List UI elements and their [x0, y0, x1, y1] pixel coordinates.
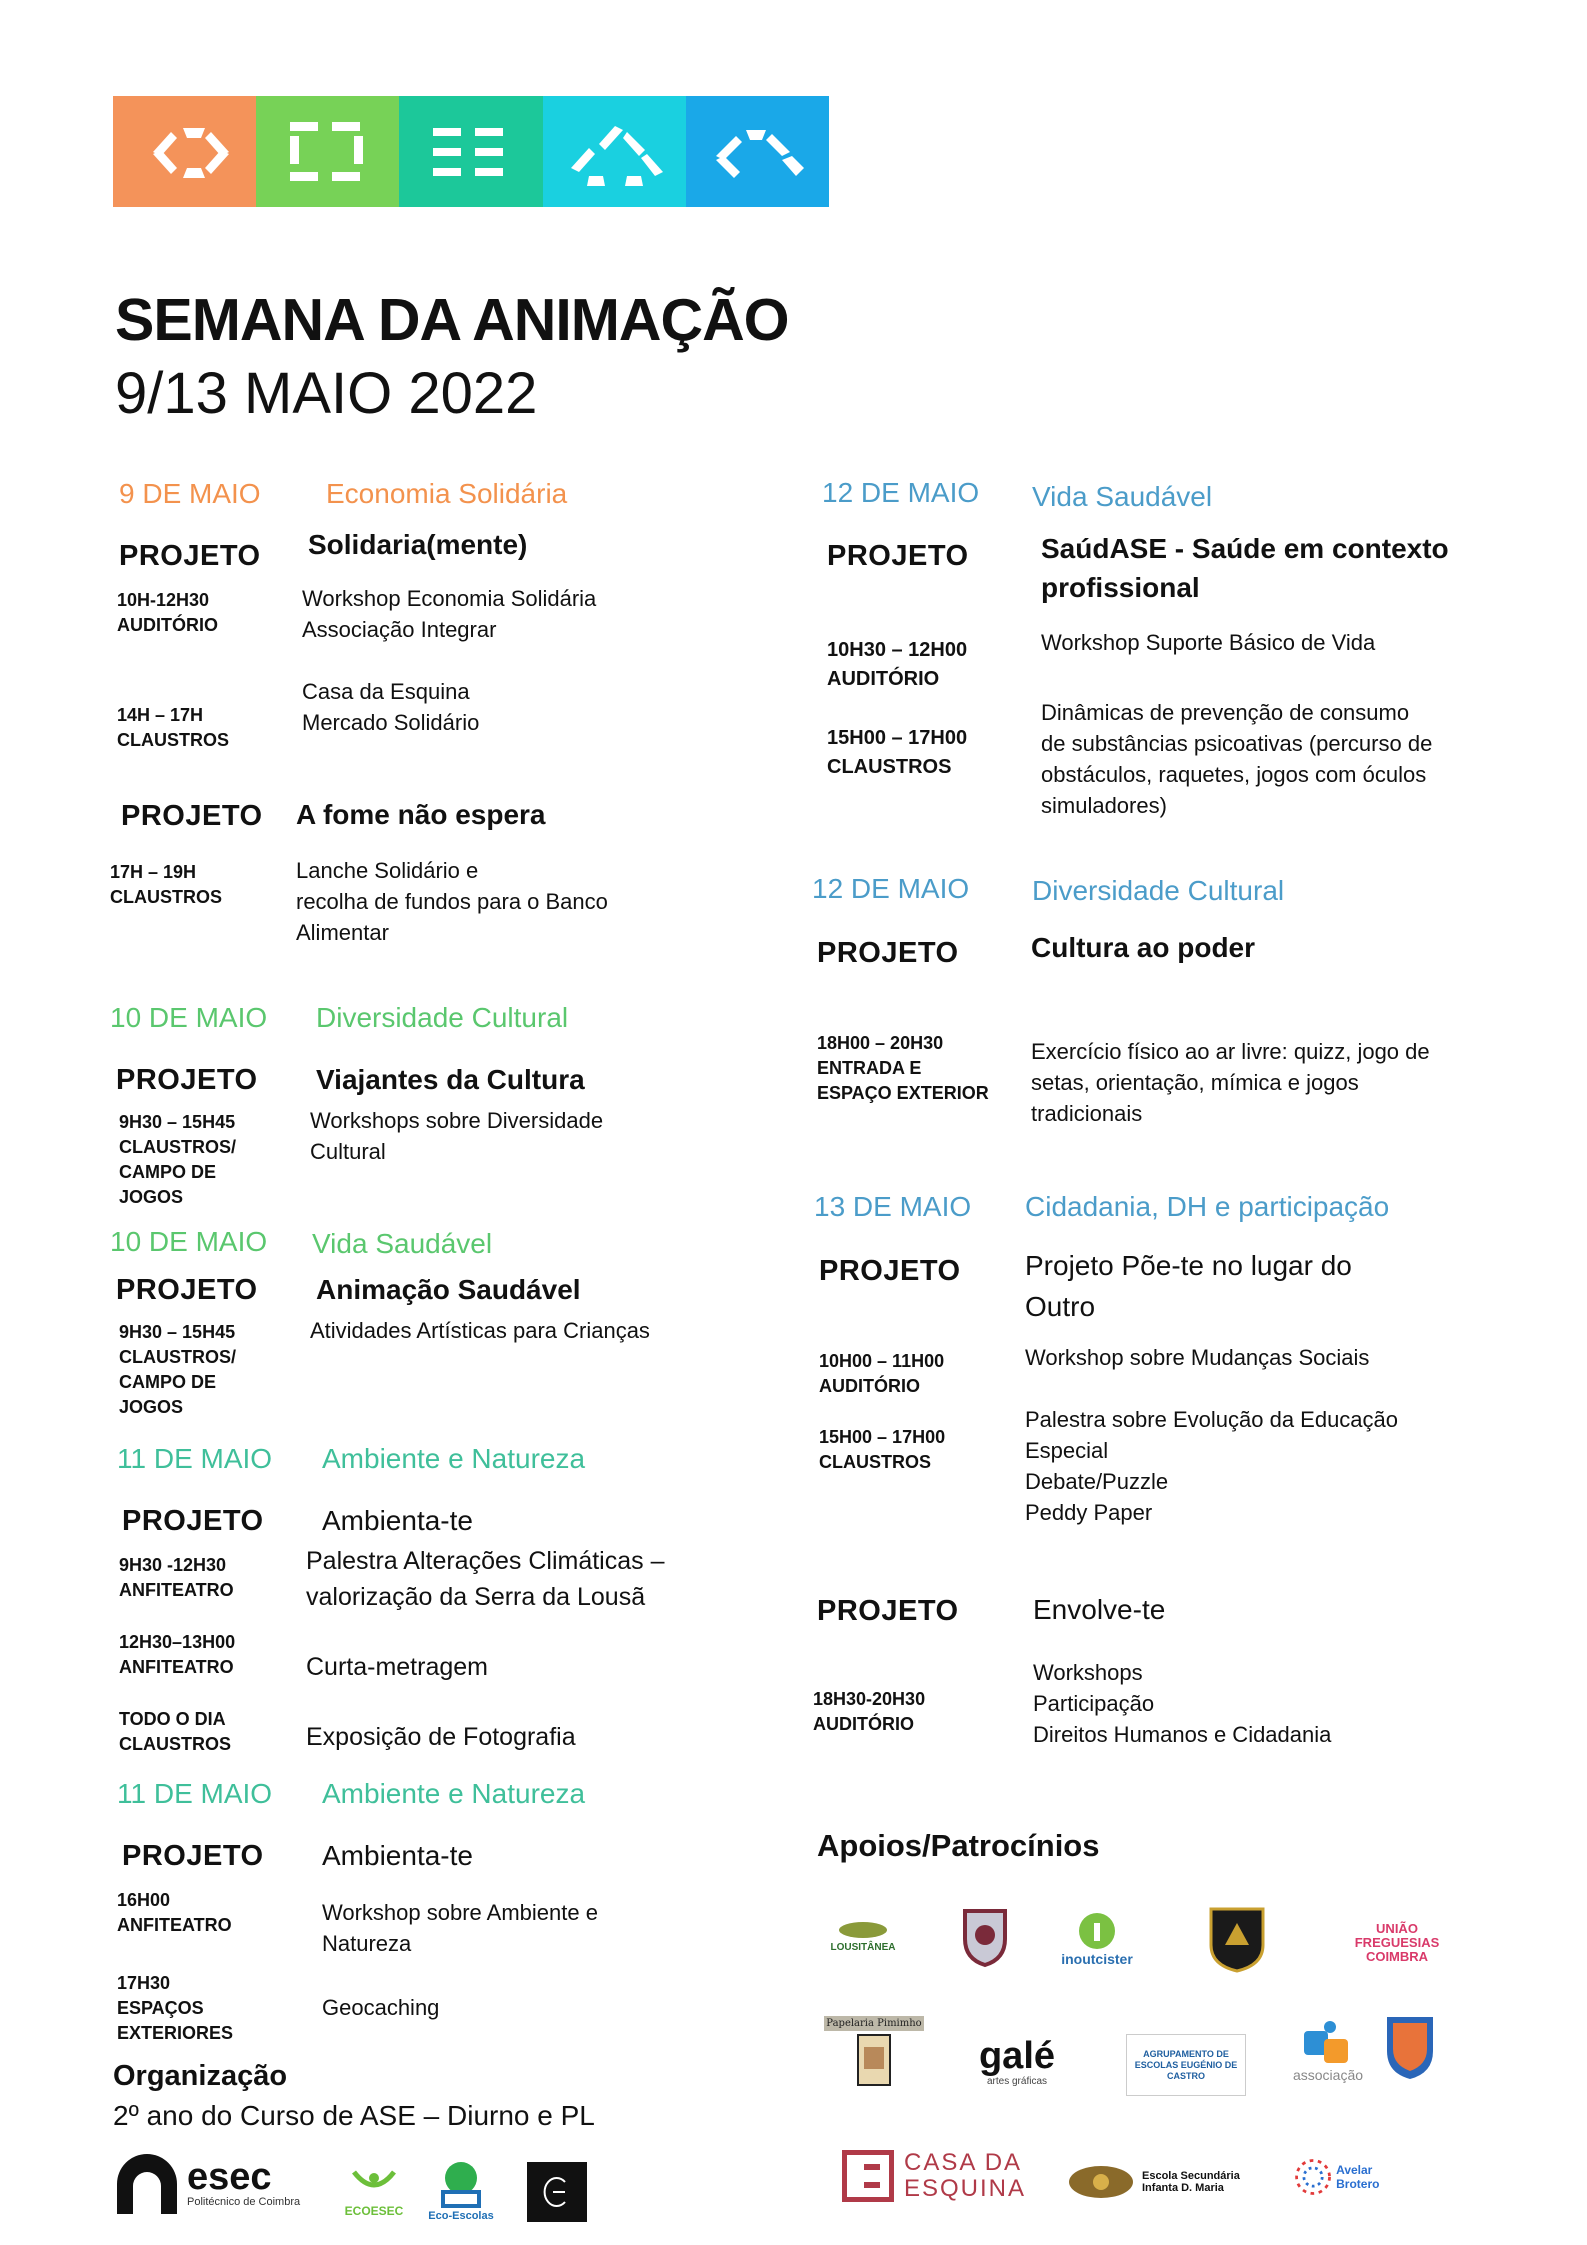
agrupamento-logo-text: AGRUPAMENTO DE ESCOLAS EUGÉNIO DE CASTRO — [1134, 2048, 1238, 2081]
badge-logo — [1206, 1904, 1268, 1974]
slot-description: Workshop sobre Mudanças Sociais — [1025, 1345, 1370, 1370]
slot-description: Casa da Esquina Mercado Solidário — [302, 679, 480, 735]
esec-logo-subtext: Politécnico de Coimbra — [187, 2196, 301, 2208]
slot-description: Workshop Suporte Básico de Vida — [1041, 630, 1376, 655]
theme-economia-solidaria: Economia Solidária — [326, 478, 568, 509]
badge-shield-icon — [1207, 1905, 1267, 1973]
casa-esquina-logo — [842, 2146, 1032, 2206]
time-slot: 16H00 ANFITEATRO — [117, 1890, 232, 1935]
e-logo — [527, 2162, 587, 2222]
school-shield-icon — [1385, 2015, 1435, 2081]
theme-ambiente-natureza: Ambiente e Natureza — [322, 1443, 586, 1474]
uniao-freguesias-logo — [1332, 1920, 1462, 1966]
gale-logo — [952, 2028, 1082, 2094]
time-slot: 14H – 17H CLAUSTROS — [117, 705, 229, 750]
time-slot: 15H00 – 17H00 CLAUSTROS — [819, 1427, 946, 1472]
time-slot: 9H30 – 15H45 CLAUSTROS/ CAMPO DE JOGOS — [119, 1112, 236, 1207]
project-label: PROJETO — [121, 800, 263, 832]
project-label: PROJETO — [116, 1064, 258, 1096]
date-11-maio: 11 DE MAIO — [117, 1778, 273, 1809]
crest-shield-icon — [959, 1905, 1011, 1969]
project-name-solidariamente: Solidaria(mente) — [308, 529, 528, 560]
casa-esquina-icon — [842, 2150, 894, 2202]
infanta-maria-logo — [1066, 2156, 1256, 2208]
date-10-maio: 10 DE MAIO — [110, 1226, 268, 1257]
slot-description: Atividades Artísticas para Crianças — [310, 1318, 650, 1343]
time-slot: 10H00 – 11H00 AUDITÓRIO — [819, 1351, 945, 1396]
project-label: PROJETO — [122, 1840, 264, 1872]
slot-description: Workshop Economia Solidária Associação Integrar — [302, 586, 597, 642]
time-slot: 10H-12H30 AUDITÓRIO — [117, 590, 218, 635]
banner-tile-blue — [686, 96, 829, 207]
chevron-shape-icon — [686, 96, 829, 207]
project-name-saudase: SaúdASE - Saúde em contexto profissional — [1041, 533, 1449, 603]
crest-logo — [956, 1902, 1014, 1972]
project-name-envolve-te: Envolve-te — [1033, 1594, 1166, 1625]
time-slot: 15H00 – 17H00 CLAUSTROS — [827, 727, 968, 778]
project-label: PROJETO — [819, 1255, 961, 1287]
esec-arch-icon — [113, 2152, 181, 2214]
organization-title: Organização — [113, 2060, 288, 2092]
time-slot: 18H00 – 20H30 ENTRADA E ESPAÇO EXTERIOR — [817, 1033, 989, 1103]
project-name-ambienta-te: Ambienta-te — [322, 1840, 473, 1871]
slot-description: Workshop sobre Ambiente e Natureza — [322, 1900, 598, 1956]
date-9-maio: 9 DE MAIO — [119, 478, 261, 509]
project-label: PROJETO — [827, 540, 969, 572]
eco-escolas-tree-icon — [435, 2158, 487, 2210]
agrupamento-logo — [1126, 2034, 1246, 2096]
slot-description: Exposição de Fotografia — [306, 1723, 576, 1751]
project-label: PROJETO — [817, 937, 959, 969]
time-slot: 9H30 – 15H45 CLAUSTROS/ CAMPO DE JOGOS — [119, 1322, 236, 1417]
header-banner — [113, 96, 829, 207]
inoutcister-circle-icon — [1077, 1911, 1117, 1951]
time-slot: 12H30–13H00 ANFITEATRO — [119, 1632, 236, 1677]
banner-tile-green — [256, 96, 399, 207]
ecoesec-logo — [338, 2160, 410, 2226]
banner-tile-cyan — [543, 96, 686, 207]
papelaria-pen-icon — [854, 2031, 894, 2089]
slot-description: Curta-metragem — [306, 1653, 488, 1681]
theme-vida-saudavel: Vida Saudável — [312, 1228, 493, 1259]
gale-logo-subtext: artes gráficas — [986, 2075, 1048, 2087]
slot-description: Workshops sobre Diversidade Cultural — [310, 1108, 604, 1164]
date-10-maio: 10 DE MAIO — [110, 1002, 268, 1033]
lousitanea-logo — [820, 1910, 906, 1960]
inoutcister-logo — [1052, 1906, 1142, 1972]
shield-blue-logo — [1384, 2014, 1436, 2082]
inoutcister-logo-text: inoutcister — [1061, 1951, 1133, 1967]
project-label: PROJETO — [116, 1274, 258, 1306]
time-slot: 18H30-20H30 AUDITÓRIO — [813, 1689, 926, 1734]
bars-shape-icon — [399, 96, 542, 207]
time-slot: 10H30 – 12H00 AUDITÓRIO — [827, 639, 968, 690]
associacao-logo-text: associação — [1292, 2067, 1364, 2083]
avelar-brotero-logo — [1292, 2148, 1412, 2206]
esec-logo — [113, 2150, 313, 2216]
papelaria-logo — [824, 2016, 924, 2100]
project-name-animacao-saudavel: Animação Saudável — [316, 1274, 581, 1305]
diamond-shape-icon — [113, 96, 256, 207]
eco-escolas-logo-text: Eco-Escolas — [428, 2210, 494, 2222]
slot-description: Palestra Alterações Climáticas – valorização da Serra da Lousã — [306, 1547, 665, 1611]
associacao-logo — [1274, 2016, 1382, 2086]
infanta-logo-subtext: Infanta D. Maria — [1142, 2182, 1224, 2194]
date-13-maio: 13 DE MAIO — [814, 1191, 972, 1222]
project-name-cultura-ao-poder: Cultura ao poder — [1031, 932, 1256, 963]
avelar-logo-text: Avelar Brotero — [1336, 2163, 1380, 2191]
slot-description: Geocaching — [322, 1995, 440, 2020]
gale-logo-text: galé — [978, 2034, 1056, 2077]
theme-cidadania: Cidadania, DH e participação — [1025, 1191, 1390, 1222]
time-slot: 17H – 19H CLAUSTROS — [110, 862, 222, 907]
slot-description: Dinâmicas de prevenção de consumo de substâncias psicoativas (percurso de obstáculos, raquetes, jogos com óculos simuladores) — [1041, 700, 1433, 818]
theme-vida-saudavel: Vida Saudável — [1032, 481, 1213, 512]
project-label: PROJETO — [119, 540, 261, 572]
date-11-maio: 11 DE MAIO — [117, 1443, 273, 1474]
slot-description: Lanche Solidário e recolha de fundos para o Banco Alimentar — [296, 858, 608, 945]
slot-description: Palestra sobre Evolução da Educação Especial Debate/Puzzle Peddy Paper — [1025, 1407, 1399, 1525]
casa-esquina-logo-text: ESQUINA — [904, 2175, 1027, 2202]
lousitanea-leaf-icon — [833, 1918, 893, 1942]
associacao-shapes-icon — [1300, 2019, 1356, 2067]
project-name-fome: A fome não espera — [296, 799, 546, 830]
date-12-maio: 12 DE MAIO — [812, 873, 970, 904]
theme-diversidade-cultural: Diversidade Cultural — [1032, 875, 1285, 906]
papelaria-logo-text: Papelaria Pimimho — [824, 2016, 924, 2031]
zigzag-shape-icon — [543, 96, 686, 207]
project-name-ambienta-te: Ambienta-te — [322, 1505, 473, 1536]
banner-tile-teal — [399, 96, 542, 207]
time-slot: 17H30 ESPAÇOS EXTERIORES — [117, 1973, 234, 2043]
lousitanea-logo-text: LOUSITÂNEA — [830, 1941, 896, 1953]
ecoesec-leaf-icon — [350, 2168, 398, 2204]
page-subtitle: 9/13 MAIO 2022 — [115, 361, 538, 426]
project-label: PROJETO — [122, 1505, 264, 1537]
eco-escolas-logo — [424, 2152, 498, 2228]
infanta-crest-icon — [1066, 2162, 1136, 2202]
project-label: PROJETO — [817, 1595, 959, 1627]
page-title: SEMANA DA ANIMAÇÃO — [115, 287, 789, 353]
uniao-freguesias-logo-text: UNIÃO FREGUESIAS COIMBRA — [1354, 1921, 1440, 1964]
square-shape-icon — [256, 96, 399, 207]
e-letter-icon — [537, 2172, 577, 2212]
date-12-maio: 12 DE MAIO — [822, 477, 980, 508]
theme-diversidade-cultural: Diversidade Cultural — [316, 1002, 569, 1033]
slot-description: Exercício físico ao ar livre: quizz, jogo de setas, orientação, mímica e jogos tradicionais — [1031, 1039, 1430, 1126]
infanta-logo-text: Escola Secundária — [1142, 2170, 1240, 2182]
project-name-poe-te: Projeto Põe-te no lugar do Outro — [1025, 1250, 1352, 1322]
casa-esquina-logo-text: CASA DA — [904, 2149, 1023, 2176]
ecoesec-logo-text: ECOESEC — [344, 2204, 404, 2218]
slot-description: Workshops Participação Direitos Humanos e Cidadania — [1033, 1660, 1332, 1747]
project-name-viajantes: Viajantes da Cultura — [316, 1064, 585, 1095]
time-slot: 9H30 -12H30 ANFITEATRO — [119, 1555, 234, 1600]
sponsors-title: Apoios/Patrocínios — [817, 1828, 1100, 1863]
time-slot: TODO O DIA CLAUSTROS — [119, 1709, 231, 1754]
theme-ambiente-natureza: Ambiente e Natureza — [322, 1778, 586, 1809]
banner-tile-orange — [113, 96, 256, 207]
organization-text: 2º ano do Curso de ASE – Diurno e PL — [113, 2100, 595, 2131]
esec-logo-text: esec — [187, 2156, 272, 2198]
avelar-dots-icon — [1292, 2154, 1334, 2200]
